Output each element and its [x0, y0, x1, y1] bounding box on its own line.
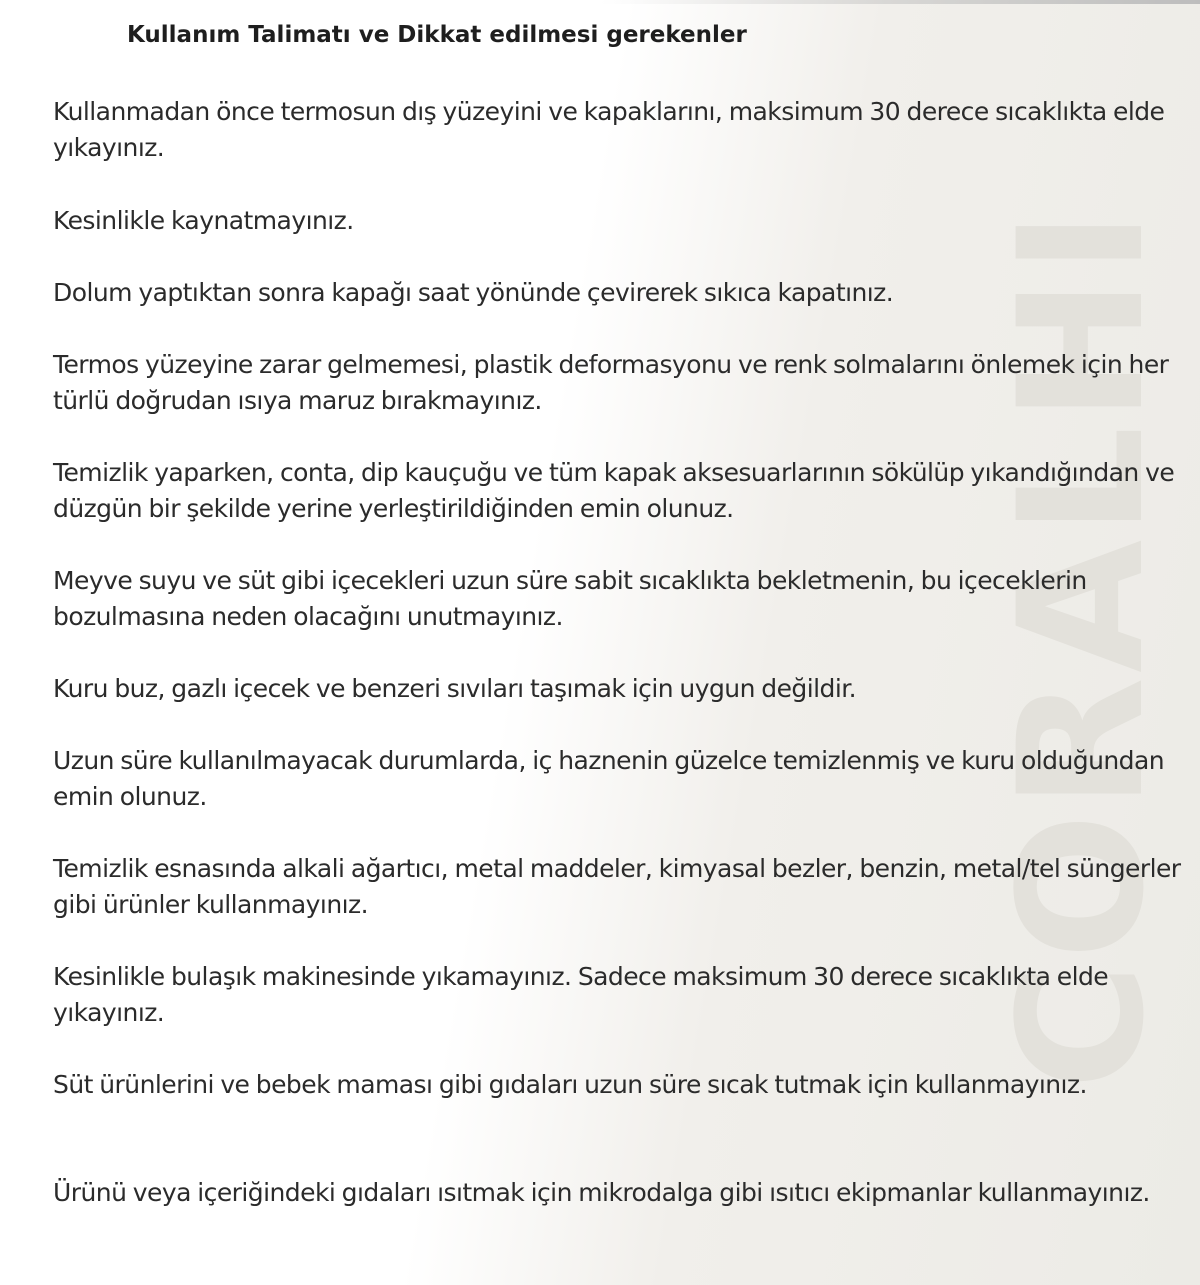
instruction-paragraph: Ürünü veya içeriğindeki gıdaları ısıtmak için mikrodalga gibi ısıtıcı ekipmanlar kullanmayınız.: [53, 1178, 1150, 1207]
instruction-paragraph: Kullanmadan önce termosun dış yüzeyini ve kapaklarını, maksimum 30 derece sıcaklıkta elde yıkayınız.: [53, 97, 1165, 162]
instruction-paragraph: Temizlik esnasında alkali ağartıcı, metal maddeler, kimyasal bezler, benzin, metal/tel süngerler gibi ürünler kullanmayınız.: [53, 854, 1181, 919]
brand-watermark: CORALHI: [981, 206, 1182, 1090]
instruction-paragraph: Temizlik yaparken, conta, dip kauçuğu ve tüm kapak aksesuarlarının sökülüp yıkandığından ve düzgün bir şekilde yerine yerleştirildiğinden emin olunuz.: [53, 458, 1175, 523]
instruction-paragraph: Meyve suyu ve süt gibi içecekleri uzun süre sabit sıcaklıkta bekletmenin, bu içeceklerin bozulmasına neden olacağını unutmayınız.: [53, 566, 1087, 631]
top-divider: [600, 0, 1200, 4]
instruction-paragraph: Süt ürünlerini ve bebek maması gibi gıdaları uzun süre sıcak tutmak için kullanmayınız.: [53, 1070, 1087, 1099]
instruction-paragraph: Kuru buz, gazlı içecek ve benzeri sıvıları taşımak için uygun değildir.: [53, 674, 857, 703]
instruction-paragraph: Dolum yaptıktan sonra kapağı saat yönünde çevirerek sıkıca kapatınız.: [53, 278, 894, 307]
page-title: Kullanım Talimatı ve Dikkat edilmesi gerekenler: [127, 22, 747, 48]
instruction-paragraph: Termos yüzeyine zarar gelmemesi, plastik deformasyonu ve renk solmalarını önlemek için her türlü doğrudan ısıya maruz bırakmayınız.: [53, 350, 1169, 415]
instruction-paragraph: Kesinlikle bulaşık makinesinde yıkamayınız. Sadece maksimum 30 derece sıcaklıkta elde yıkayınız.: [53, 962, 1109, 1027]
instruction-paragraph: Kesinlikle kaynatmayınız.: [53, 206, 354, 235]
instruction-paragraph: Uzun süre kullanılmayacak durumlarda, iç haznenin güzelce temizlenmiş ve kuru olduğundan emin olunuz.: [53, 746, 1165, 811]
